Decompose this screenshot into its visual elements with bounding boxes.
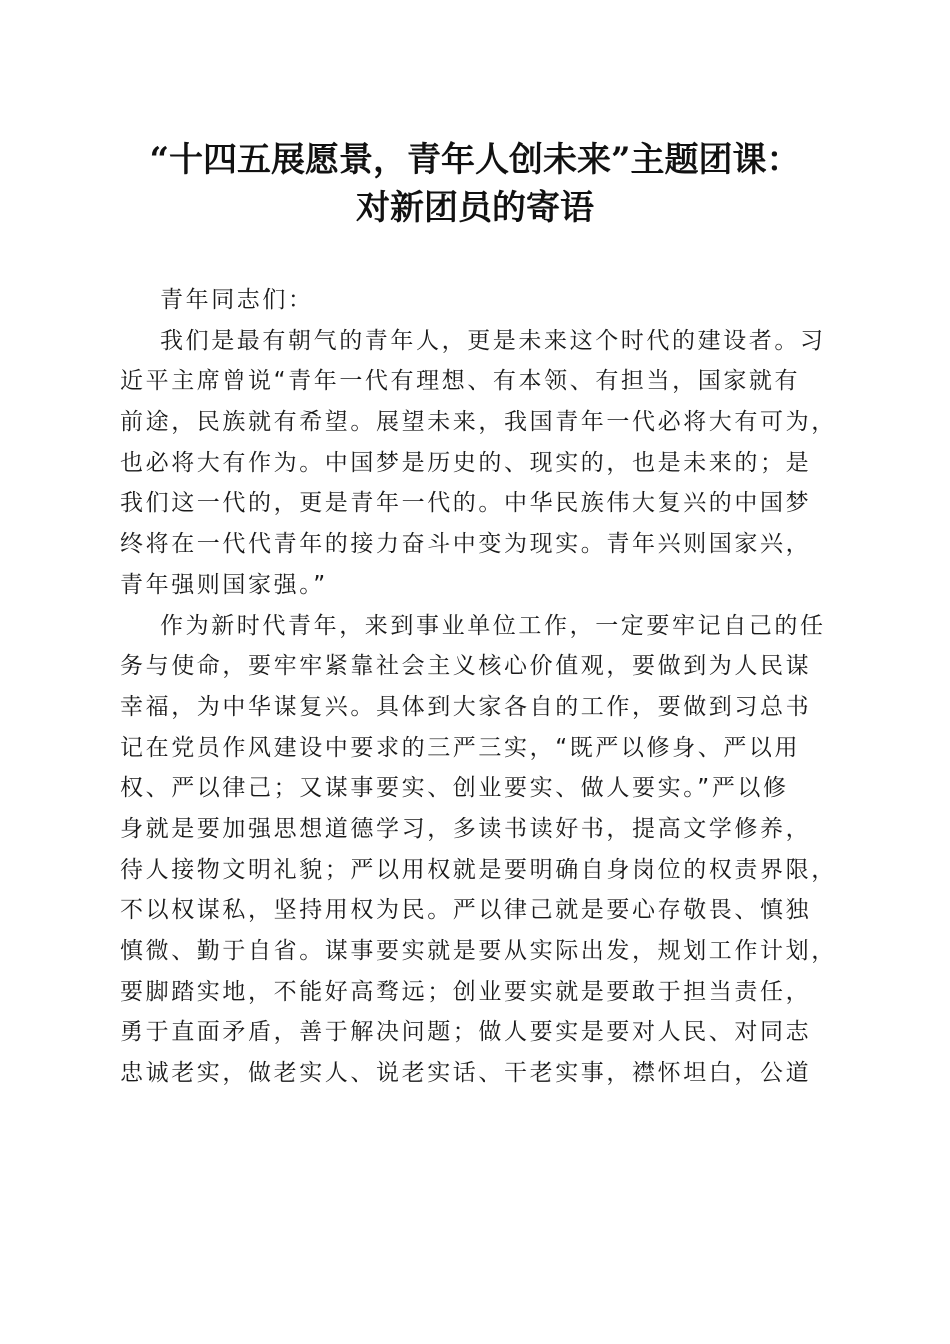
body-line: 忠诚老实，做老实人、说老实话、干老实事，襟怀坦白，公道 [120, 1060, 812, 1087]
body-line: 慎微、勤于自省。谋事要实就是要从实际出发，规划工作计划， [120, 938, 837, 964]
body-line: 务与使命，要牢牢紧靠社会主义核心价值观，要做到为人民谋 [120, 653, 812, 680]
body-line: 要脚踏实地，不能好高骛远；创业要实就是要敢于担当责任， [120, 978, 812, 1005]
body-line: 我们这一代的，更是青年一代的。中华民族伟大复兴的中国梦 [120, 490, 812, 517]
body-line: 近平主席曾说“青年一代有理想、有本领、有担当，国家就有 [120, 368, 801, 395]
body-line: 青年强则国家强。” [120, 571, 328, 598]
body-line: 终将在一代代青年的接力奋斗中变为现实。青年兴则国家兴， [120, 531, 812, 558]
body-line: 青年同志们： [160, 287, 314, 313]
body-line: 权、严以律己；又谋事要实、创业要实、做人要实。”严以修 [120, 775, 789, 802]
body-line: 不以权谋私，坚持用权为民。严以律己就是要心存敬畏、慎独 [120, 897, 812, 924]
document-body [120, 280, 837, 1094]
body-line: 我们是最有朝气的青年人，更是未来这个时代的建设者。习 [160, 327, 826, 354]
title-line-1: “十四五展愿景，青年人创未来”主题团课： [149, 140, 801, 180]
body-line: 前途，民族就有希望。展望未来，我国青年一代必将大有可为， [120, 409, 837, 436]
body-line: 也必将大有作为。中国梦是历史的、现实的，也是未来的；是 [120, 449, 812, 476]
body-line: 幸福，为中华谋复兴。具体到大家各自的工作，要做到习总书 [120, 693, 812, 720]
body-line: 身就是要加强思想道德学习，多读书读好书，提高文学修养， [120, 815, 812, 842]
body-line: 勇于直面矛盾，善于解决问题；做人要实是要对人民、对同志 [120, 1019, 812, 1046]
body-line: 待人接物文明礼貌；严以用权就是要明确自身岗位的权责界限， [120, 856, 837, 883]
title-line-2: 对新团员的寄语 [356, 188, 594, 228]
document-title [0, 136, 950, 232]
body-line: 记在党员作风建设中要求的三严三实，“既严以修身、严以用 [120, 734, 801, 761]
body-line: 作为新时代青年，来到事业单位工作，一定要牢记自己的任 [160, 612, 826, 639]
